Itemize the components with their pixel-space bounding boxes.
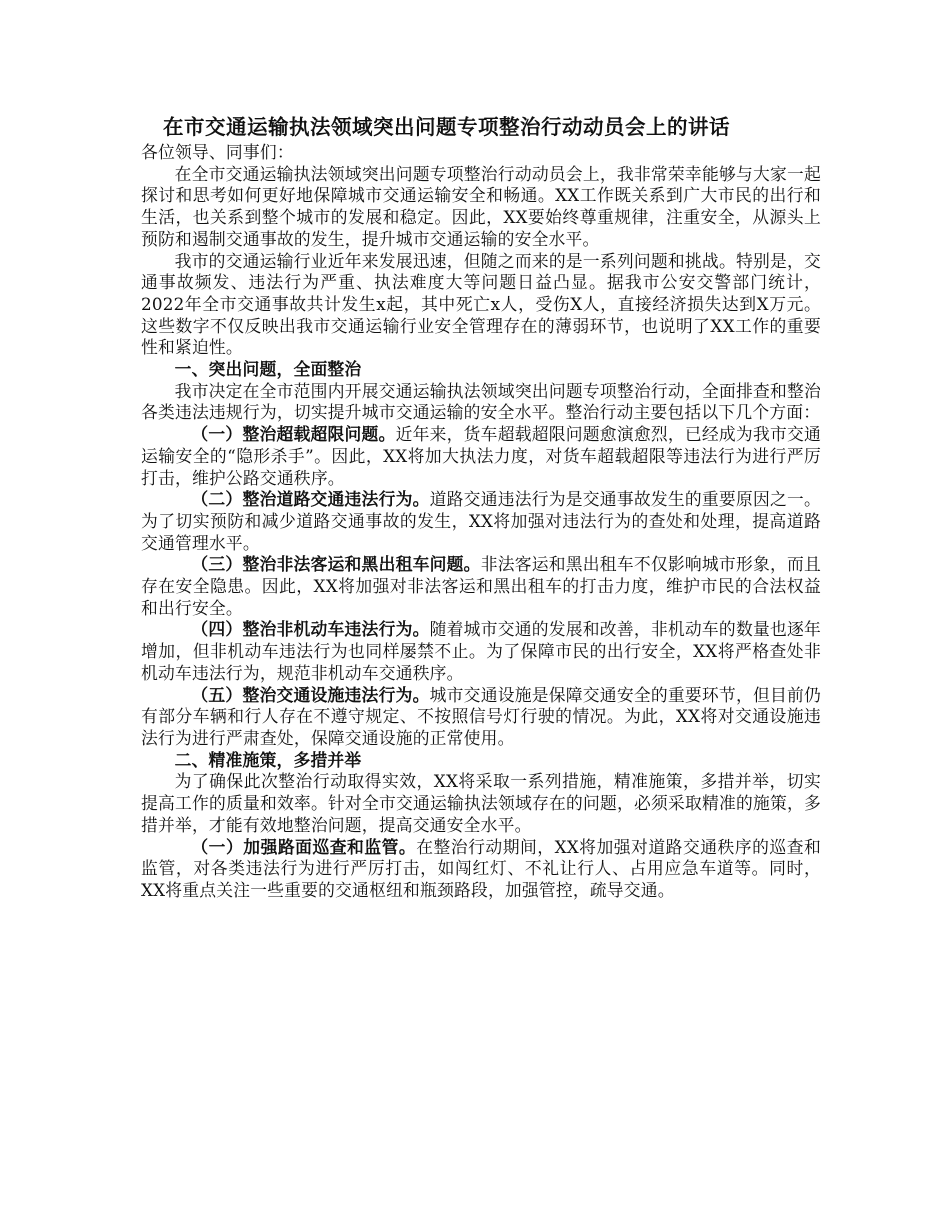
document-page <box>141 112 821 902</box>
section-1-item-1 <box>141 424 821 489</box>
item-text: 道路交通违法行为是交通事故发生的重要原因之一。为了切实预防和减少道路交通事故的发生，XX将加强对违法行为的查处和处理，提高道路交通管理水平。 <box>141 489 821 553</box>
section-1-item-3 <box>141 554 821 619</box>
item-text: 近年来，货车超载超限问题愈演愈烈，已经成为我市交通运输安全的“隐形杀手”。因此，XX将加大执法力度，对货车超载超限等违法行为进行严厉打击，维护公路交通秩序。 <box>141 424 821 488</box>
intro-paragraph-1: 在全市交通运输执法领域突出问题专项整治行动动员会上，我非常荣幸能够与大家一起探讨和思考如何更好地保障城市交通运输安全和畅通。XX工作既关系到广大市民的出行和生活，也关系到整个城市的发展和稳定。因此，XX要始终尊重规律，注重安全，从源头上预防和遏制交通事故的发生，提升城市交通运输的安全水平。 <box>141 163 821 249</box>
item-text: 在整治行动期间，XX将加强对道路交通秩序的巡查和监管，对各类违法行为进行严厉打击，如闯红灯、不礼让行人、占用应急车道等。同时，XX将重点关注一些重要的交通枢纽和瓶颈路段，加强管控，疏导交通。 <box>141 836 821 900</box>
intro-paragraph-2: 我市的交通运输行业近年来发展迅速，但随之而来的是一系列问题和挑战。特别是，交通事故频发、违法行为严重、执法难度大等问题日益凸显。据我市公安交警部门统计，2022年全市交通事故共计发生x起，其中死亡x人，受伤X人，直接经济损失达到X万元。这些数字不仅反映出我市交通运输行业安全管理存在的薄弱环节，也说明了XX工作的重要性和紧迫性。 <box>141 250 821 358</box>
section-2-paragraph: 为了确保此次整治行动取得实效，XX将采取一系列措施，精准施策，多措并举，切实提高工作的质量和效率。针对全市交通运输执法领域存在的问题，必须采取精准的施策，多措并举，才能有效地整治问题，提高交通安全水平。 <box>141 771 821 835</box>
section-1-item-5 <box>141 685 821 750</box>
item-lead: （五）整治交通设施违法行为。 <box>191 684 430 705</box>
section-1-item-4 <box>141 619 821 684</box>
item-lead: （二）整治道路交通违法行为。 <box>191 489 430 510</box>
item-lead: （一）加强路面巡查和监管。 <box>191 836 417 857</box>
section-2-item-1 <box>141 837 821 902</box>
item-lead: （一）整治超载超限问题。 <box>191 424 396 445</box>
item-text: 随着城市交通的发展和改善，非机动车的数量也逐年增加，但非机动车违法行为也同样屡禁不止。为了保障市民的出行安全，XX将严格查处非机动车违法行为，规范非机动车交通秩序。 <box>141 619 821 683</box>
item-lead: （四）整治非机动车违法行为。 <box>191 619 430 640</box>
item-text: 非法客运和黑出租车不仅影响城市形象，而且存在安全隐患。因此，XX将加强对非法客运和黑出租车的打击力度，维护市民的合法权益和出行安全。 <box>141 554 821 618</box>
section-1-item-2 <box>141 489 821 554</box>
section-heading-2: 二、精准施策，多措并举 <box>174 749 362 770</box>
section-1-paragraph: 我市决定在全市范围内开展交通运输执法领域突出问题专项整治行动，全面排查和整治各类违法违规行为，切实提升城市交通运输的安全水平。整治行动主要包括以下几个方面： <box>141 380 821 423</box>
document-title: 在市交通运输执法领域突出问题专项整治行动动员会上的讲话 <box>163 115 730 139</box>
section-heading-1: 一、突出问题，全面整治 <box>174 359 362 380</box>
item-lead: （三）整治非法客运和黑出租车问题。 <box>191 554 481 575</box>
item-text: 城市交通设施是保障交通安全的重要环节，但目前仍有部分车辆和行人存在不遵守规定、不按照信号灯行驶的情况。为此，XX将对交通设施违法行为进行严肃查处，保障交通设施的正常使用。 <box>141 684 821 748</box>
salutation: 各位领导、同事们： <box>141 142 294 162</box>
